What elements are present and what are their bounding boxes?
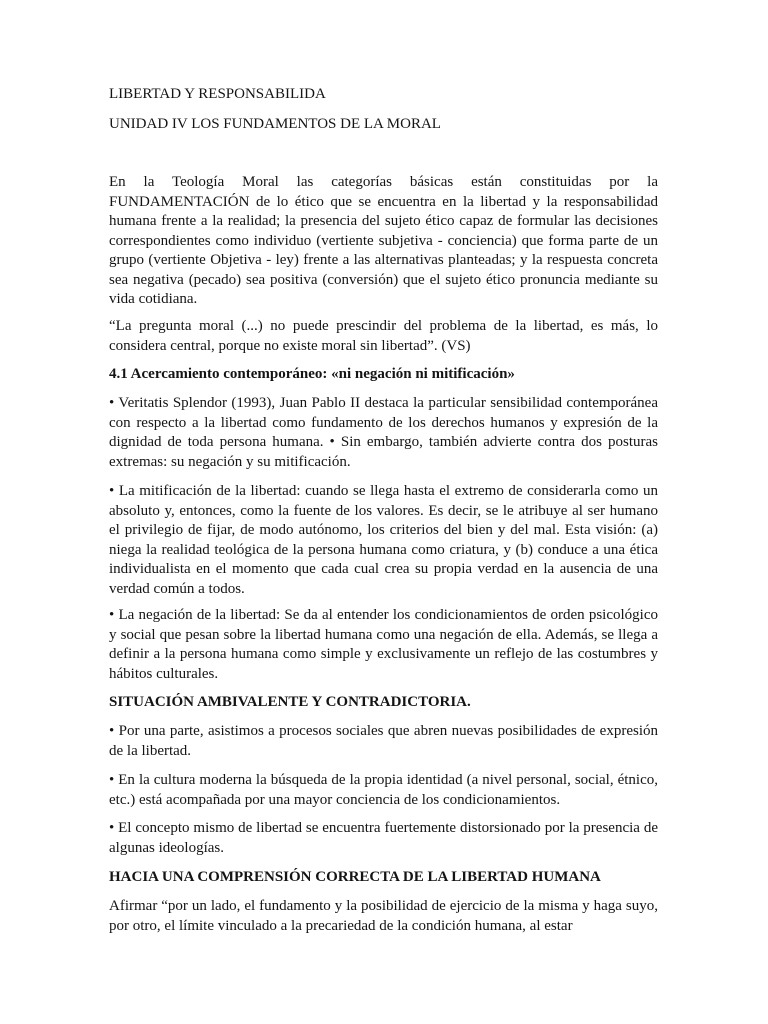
paragraph-afirmar: Afirmar “por un lado, el fundamento y la posibilidad de ejercicio de la misma y haga suyo, por otro, el límite vinculado a la precariedad de la condición humana, al estar	[109, 898, 658, 934]
quote-paragraph: “La pregunta moral (...) no puede prescindir del problema de la libertad, es más, lo considera central, porque no existe moral sin libertad”. (VS)	[109, 318, 658, 354]
paragraph-concepto-libertad: • El concepto mismo de libertad se encuentra fuertemente distorsionado por la presencia de algunas ideologías.	[109, 820, 658, 856]
unit-heading: UNIDAD IV LOS FUNDAMENTOS DE LA MORAL	[109, 116, 441, 132]
paragraph-negacion: • La negación de la libertad: Se da al entender los condicionamientos de orden psicológico y social que pesan sobre la libertad humana como una negación de ella. Además, se llega a definir a la persona humana como simple y exclusivamente un reflejo de las costumbres y hábitos culturales.	[109, 607, 658, 682]
document-title: LIBERTAD Y RESPONSABILIDA	[109, 86, 326, 102]
paragraph-veritatis: • Veritatis Splendor (1993), Juan Pablo II destaca la particular sensibilidad contemporánea con respecto a la libertad como fundamento de los derechos humanos y expresión de la dignidad de toda persona humana. • Sin embargo, también advierte contra dos posturas extremas: su negación y su mitificación.	[109, 395, 658, 470]
paragraph-procesos-sociales: • Por una parte, asistimos a procesos sociales que abren nuevas posibilidades de expresión de la libertad.	[109, 723, 658, 759]
intro-paragraph: En la Teología Moral las categorías básicas están constituidas por la FUNDAMENTACIÓN de lo ético que se encuentra en la libertad y la responsabilidad humana frente a la realidad; la presencia del sujeto ético capaz de formular las decisiones correspondientes como individuo (vertiente subjetiva - conciencia) que forma parte de un grupo (vertiente Objetiva - ley) frente a las alternativas planteadas; y la respuesta concreta sea negativa (pecado) sea positiva (conversión) que el sujeto ético pronuncia mediante su vida cotidiana.	[109, 174, 658, 307]
section-heading-situacion: SITUACIÓN AMBIVALENTE Y CONTRADICTORIA.	[109, 694, 471, 710]
paragraph-mitificacion: • La mitificación de la libertad: cuando se llega hasta el extremo de considerarla como un absoluto y, entonces, como la fuente de los valores. Es decir, se le atribuye al ser humano el privilegio de fijar, de modo autónomo, los criterios del bien y del mal. Esta visión: (a) niega la realidad teológica de la persona humana como criatura, y (b) conduce a una ética individualista en el momento que cada cual crea su propia verdad en la ausencia de una verdad común a todos.	[109, 483, 658, 597]
section-heading-comprension: HACIA UNA COMPRENSIÓN CORRECTA DE LA LIBERTAD HUMANA	[109, 869, 601, 885]
paragraph-cultura-moderna: • En la cultura moderna la búsqueda de la propia identidad (a nivel personal, social, étnico, etc.) está acompañada por una mayor conciencia de los condicionamientos.	[109, 772, 658, 808]
section-heading-acercamiento: 4.1 Acercamiento contemporáneo: «ni negación ni mitificación»	[109, 366, 515, 382]
